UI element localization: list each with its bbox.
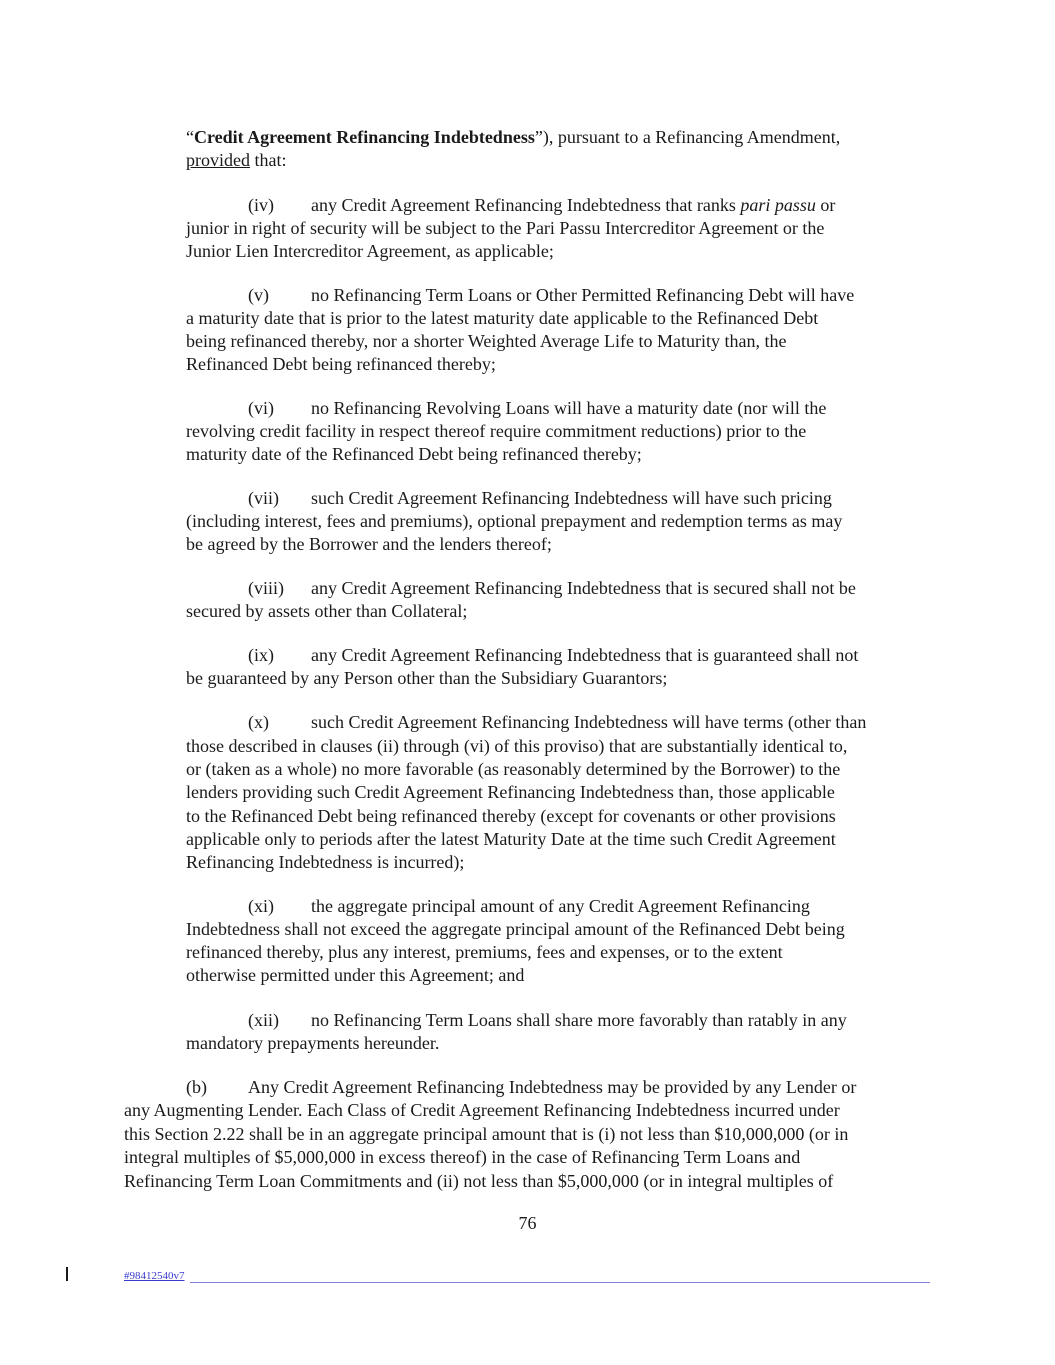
clause-x-line-1: such Credit Agreement Refinancing Indebtedness will have terms (other than — [311, 712, 867, 732]
intro-text: ”), pursuant to a Refinancing Amendment, — [534, 127, 841, 147]
clause-x-num: (x) — [248, 712, 269, 732]
clause-xii-num: (xii) — [248, 1010, 279, 1030]
page-number: 76 — [518, 1213, 537, 1233]
clause-vii-line-3: be agreed by the Borrower and the lenders thereof; — [186, 534, 552, 554]
clause-x-line-6: applicable only to periods after the latest Maturity Date at the time such Credit Agreement — [186, 829, 836, 849]
clause-x-line-4: lenders providing such Credit Agreement Refinancing Indebtedness than, those applicable — [186, 782, 835, 802]
clause-iv-text-b: or — [815, 195, 836, 215]
clause-xi-num: (xi) — [248, 896, 274, 916]
clause-v-line-3: being refinanced thereby, nor a shorter Weighted Average Life to Maturity than, the — [186, 331, 787, 351]
intro-line-1 — [186, 126, 840, 149]
clause-iv-text: any Credit Agreement Refinancing Indebtedness that ranks — [311, 195, 741, 215]
clause-vi-line-3: maturity date of the Refinanced Debt being refinanced thereby; — [186, 444, 642, 464]
clause-iv-num: (iv) — [248, 195, 274, 215]
provided-underlined: provided — [186, 150, 250, 170]
clause-xi-line-3: refinanced thereby, plus any interest, premiums, fees and expenses, or to the extent — [186, 942, 783, 962]
clause-x-line-5: to the Refinanced Debt being refinanced thereby (except for covenants or other provisions — [186, 806, 836, 826]
clause-iv-line-2: junior in right of security will be subject to the Pari Passu Intercreditor Agreement or the — [186, 218, 825, 238]
clause-xii-line-2: mandatory prepayments hereunder. — [186, 1033, 440, 1053]
clause-vii-line-2: (including interest, fees and premiums), optional prepayment and redemption terms as may — [186, 511, 843, 531]
intro-line-2 — [186, 149, 286, 172]
italic-pari-passu: pari passu — [740, 195, 816, 215]
change-bar — [66, 1267, 68, 1281]
clause-ix-line-2: be guaranteed by any Person other than the Subsidiary Guarantors; — [186, 668, 668, 688]
para-b-line-2: any Augmenting Lender. Each Class of Credit Agreement Refinancing Indebtedness incurred under — [124, 1100, 840, 1120]
clause-vii-line-1: such Credit Agreement Refinancing Indebtedness will have such pricing — [311, 488, 832, 508]
clause-x-line-2: those described in clauses (ii) through (vi) of this proviso) that are substantially identical to, — [186, 736, 848, 756]
clause-x-line-7: Refinancing Indebtedness is incurred); — [186, 852, 465, 872]
clause-viii-line-2: secured by assets other than Collateral; — [186, 601, 468, 621]
footer-rule — [190, 1282, 930, 1283]
clause-vi-line-2: revolving credit facility in respect thereof require commitment reductions) prior to the — [186, 421, 807, 441]
para-b-line-4: integral multiples of $5,000,000 in excess thereof) in the case of Refinancing Term Loans and — [124, 1147, 801, 1167]
para-b-line-3: this Section 2.22 shall be in an aggregate principal amount that is (i) not less than $10,000,000 (or in — [124, 1124, 849, 1144]
clause-v-line-1: no Refinancing Term Loans or Other Permitted Refinancing Debt will have — [311, 285, 855, 305]
para-b-num: (b) — [186, 1077, 207, 1097]
clause-xi-line-2: Indebtedness shall not exceed the aggregate principal amount of the Refinanced Debt being — [186, 919, 845, 939]
clause-v-line-2: a maturity date that is prior to the latest maturity date applicable to the Refinanced Debt — [186, 308, 819, 328]
open-quote: “ — [186, 127, 194, 147]
clause-vii-num: (vii) — [248, 488, 279, 508]
clause-xii-line-1: no Refinancing Term Loans shall share more favorably than ratably in any — [311, 1010, 847, 1030]
clause-iv-line-1 — [311, 194, 835, 217]
para-b-line-5: Refinancing Term Loan Commitments and (ii) not less than $5,000,000 (or in integral multiples of — [124, 1171, 834, 1191]
clause-ix-line-1: any Credit Agreement Refinancing Indebtedness that is guaranteed shall not — [311, 645, 859, 665]
clause-vi-line-1: no Refinancing Revolving Loans will have a maturity date (nor will the — [311, 398, 827, 418]
clause-iv-line-3: Junior Lien Intercreditor Agreement, as applicable; — [186, 241, 554, 261]
document-id: #98412540v7 — [124, 1270, 185, 1282]
clause-x-line-3: or (taken as a whole) no more favorable (as reasonably determined by the Borrower) to the — [186, 759, 841, 779]
para-b-line-1: Any Credit Agreement Refinancing Indebtedness may be provided by any Lender or — [248, 1077, 857, 1097]
intro-text-2: that: — [249, 150, 287, 170]
clause-v-line-4: Refinanced Debt being refinanced thereby; — [186, 354, 496, 374]
clause-xi-line-1: the aggregate principal amount of any Credit Agreement Refinancing — [311, 896, 810, 916]
clause-v-num: (v) — [248, 285, 269, 305]
clause-xi-line-4: otherwise permitted under this Agreement; and — [186, 965, 525, 985]
clause-viii-line-1: any Credit Agreement Refinancing Indebtedness that is secured shall not be — [311, 578, 856, 598]
defined-term: Credit Agreement Refinancing Indebtedness — [194, 127, 535, 147]
clause-vi-num: (vi) — [248, 398, 274, 418]
clause-ix-num: (ix) — [248, 645, 274, 665]
clause-viii-num: (viii) — [248, 578, 284, 598]
